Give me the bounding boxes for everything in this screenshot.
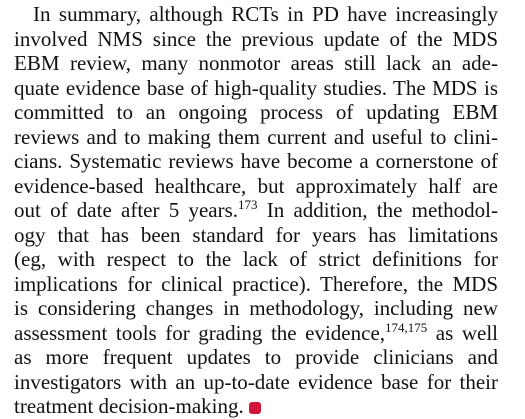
paragraph-line: evidence-based healthcare, but approximately half are [14,173,498,198]
paragraph-line: (eg, with respect to the lack of strict definitions for [14,247,498,271]
line-text: as well [427,320,498,345]
end-of-article-icon [249,402,261,414]
citation-ref: 173 [238,198,258,212]
paragraph-line [14,198,498,223]
paragraph-line: quate evidence base of high-quality studies. The MDS is [14,75,498,100]
summary-paragraph [14,2,498,419]
paragraph-line: In summary, although RCTs in PD have increasingly [33,2,498,26]
paragraph-line: is considering changes in methodology, including new [14,296,498,320]
line-text: In addition, the methodol- [257,198,498,222]
paragraph-line: committed to an ongoing process of updating EBM [14,100,498,124]
line-text: treatment decision-making. [14,394,244,418]
line-text: out of date after 5 years. [14,198,239,222]
paragraph-line: ogy that has been standard for years has limitations [14,222,498,247]
paragraph-line: as more frequent updates to provide clinicians and [14,345,498,369]
paragraph-line: implications for clinical practice). Therefore, the MDS [14,271,498,296]
paragraph-line: EBM review, many nonmotor areas still lack an ade- [14,51,498,75]
paragraph-line: cians. Systematic reviews have become a cornerstone of [14,149,498,173]
paragraph-line [14,321,498,346]
paragraph-line: investigators with an up-to-date evidence base for their [14,369,498,394]
citation-ref: 174,175 [385,320,428,335]
line-text: assessment tools for grading the evidence, [14,320,386,345]
paragraph-line: reviews and to making them current and useful to clini- [14,124,498,149]
paragraph-line: involved NMS since the previous update of the MDS [14,26,498,51]
